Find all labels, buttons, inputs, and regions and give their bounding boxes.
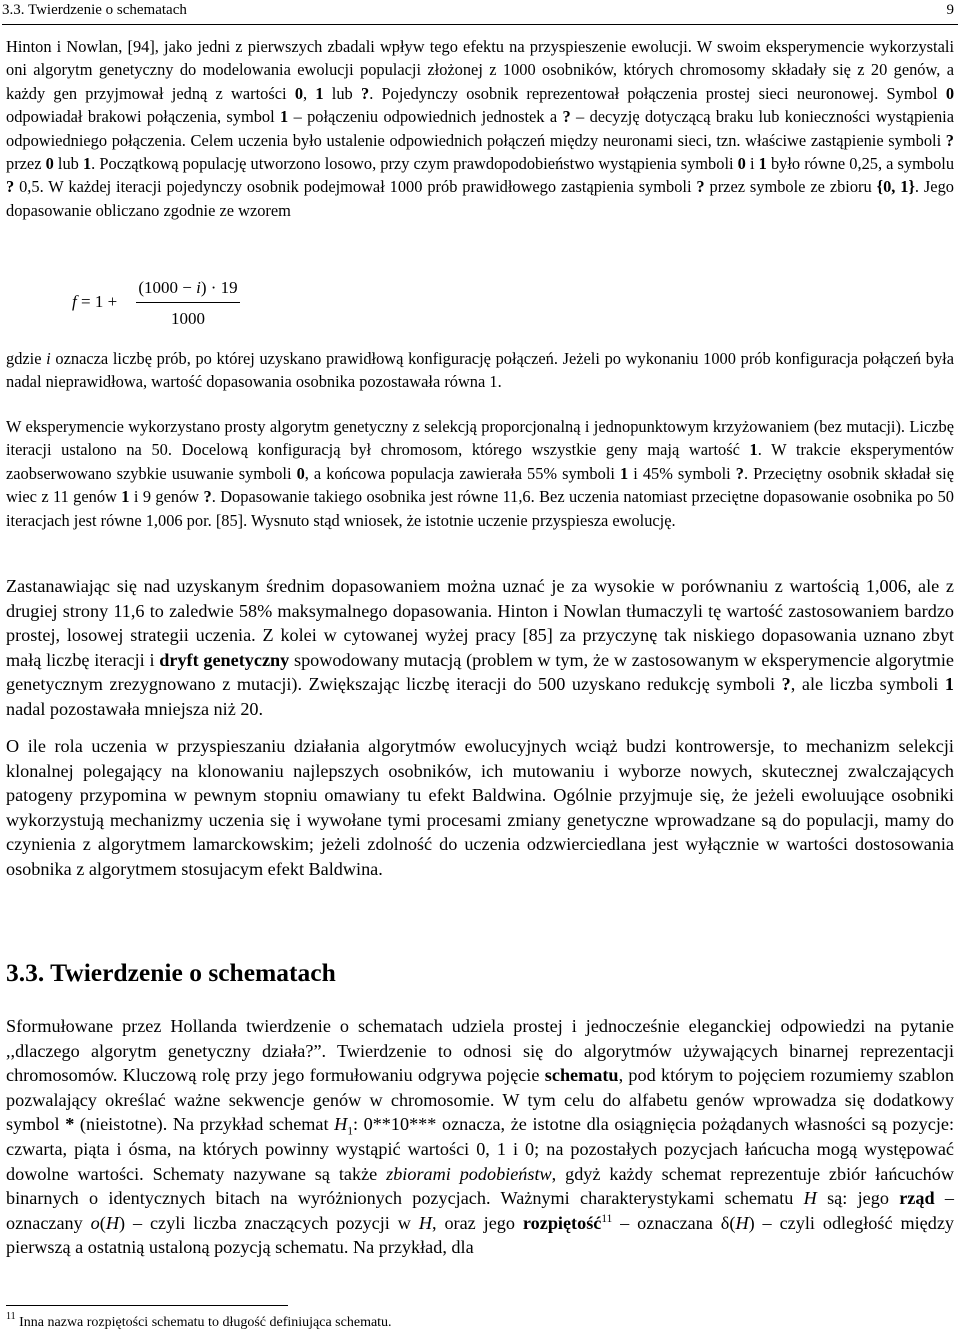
footnote-mark: 11	[6, 1311, 16, 1323]
fitness-formula	[72, 278, 272, 330]
header-section-title: 3.3. Twierdzenie o schematach	[2, 2, 187, 18]
paragraph-hinton-nowlan: Hinton i Nowlan, [94], jako jedni z pierwszych zbadali wpływ tego efektu na przyspieszenie ewolucji. W swoim eksperymencie wykorzystali oni algorytm genetyczny do modelowania ewolucji populacji złożonej z 1000 osobników, których chromosomy składały się z 20 genów, a każdy gen przyjmował jedną z wartości 0, 1 lub ?. Pojedynczy osobnik reprezentował połączenia prostej sieci neuronowej. Symbol 0 odpowiadał brakowi połączenia, symbol 1 – połączeniu odpowiednich jednostek a ? – decyzję dotyczącą braku lub konieczności wystąpienia odpowiedniego połączenia. Celem uczenia było ustalenie odpowiednich połączeń między neuronami sieci, tzn. właściwe zastąpienie symboli ? przez 0 lub 1. Początkową populację utworzono losowo, przy czym prawdopodobieństwo wystąpienia symboli 0 i 1 było równe 0,25, a symbolu ? 0,5. W każdej iteracji pojedynczy osobnik podejmował 1000 prób prawidłowego zastąpienia symboli ? przez symbole ze zbioru {0, 1}. Jego dopasowanie obliczano zgodnie ze wzorem	[6, 37, 955, 220]
paragraph-schema-theorem: Sformułowane przez Hollanda twierdzenie o schematach udziela prostej i jednocześnie eleganckiej odpowiedzi na pytanie ,,dlaczego algorytm genetyczny działa?”. Twierdzenie to odnosi się do algorytmów używających binarnej reprezentacji chromosomów. Kluczową rolę przy jego formułowaniu odgrywa pojęcie schematu, pod którym to pojęciem rozumiemy szablon pozwalający określać ważne sekwencje genów w chromosomie. W tym celu do alfabetu genów wprowadza się dodatkowy symbol * (nieistotne). Na przykład schemat $H_1$: 0**10*** oznacza, że istotne dla osiągnięcia pożądanych własności są pozycje: czwarta, piąta i ósma, na których powinny wystąpić wartości 0, 1 i 0; na pozostałych pozycjach łańcucha mogą występować dowolne wartości. Schematy nazywane są także zbiorami podobieństw, gdyż każdy schemat reprezentuje zbiór łańcuchów binarnych o identycznych bitach na wyróżnionych pozycjach. Ważnymi charakterystykami schematu H są: jego rząd – oznaczany o(H) – czyli liczba znaczących pozycji w H, oraz jego rozpiętość$^{11}$ – oznaczana δ(H) – czyli odległość między pierwszą a ostatnią ustaloną pozycją schematu. Na przykład, dla	[6, 1016, 955, 1258]
formula-fraction	[136, 278, 240, 329]
formula-denominator: 1000	[171, 309, 205, 328]
running-header	[2, 0, 954, 22]
paragraph-baldwin-effect: O ile rola uczenia w przyspieszaniu działania algorytmów ewolucyjnych wciąż budzi kontrowersje, to mechanizm selekcji klonalnej polegający na klonowaniu najlepszych osobników, ich mutowaniu i wyborze nowych, skutecznej zwalczających patogeny przypomina w pewnym stopniu omawiany tu efekt Baldwina. Ogólnie przyjmuje się, że jeżeli ewoluujące osobniki wykorzystują mechanizmy uczenia się i wywołane tymi procesami zmiany genetyczne wprowadzane są do populacji, mamy do czynienia z algorytmem lamarckowskim; jeżeli zdolność do uczenia odzwierciedlana jest wyłącznie w wartości dostosowania osobnika z algorytmem stosujacym efekt Baldwina.	[6, 736, 954, 879]
section-heading: 3.3. Twierdzenie o schematach	[6, 958, 336, 987]
footnote-text: Inna nazwa rozpiętości schematu to długość definiująca schematu.	[15, 1315, 392, 1330]
footnote	[6, 1311, 392, 1332]
footnote-reference: 11	[601, 1212, 613, 1225]
formula-lhs: f = 1 +	[72, 292, 118, 311]
paragraph-experiment: W eksperymencie wykorzystano prosty algorytm genetyczny z selekcją proporcjonalną i jednopunktowym krzyżowaniem (bez mutacji). Liczbę iteracji ustalono na 50. Docelową konfiguracją był chromosom, którego wszystkie geny mają wartość 1. W trakcie eksperymentów zaobserwowano szybkie usuwanie symboli 0, a końcowa populacja zawierała 55% symboli 1 i 45% symboli ?. Przeciętny osobnik składał się wiec z 11 genów 1 i 9 genów ?. Dopasowanie takiego osobnika jest równe 11,6. Bez uczenia natomiast przeciętne dopasowanie osobnika po 50 iteracjach jest równe 1,006 por. [85]. Wysnuto stąd wniosek, że istotnie uczenie przyspiesza ewolucję.	[6, 417, 954, 530]
formula-numerator: (1000 − i) · 19	[138, 278, 238, 297]
paragraph-where-i: gdzie i oznacza liczbę prób, po której uzyskano prawidłową konfigurację połączeń. Jeżeli po wykonaniu 1000 prób konfiguracja połączeń była nadal nieprawidłowa, wartość dopasowania osobnika pozostawała równa 1.	[6, 349, 954, 392]
fraction-bar	[136, 302, 240, 303]
paragraph-average-fitness: Zastanawiając się nad uzyskanym średnim dopasowaniem można uznać je za wysokie w porównaniu z wartością 1,006, ale z drugiej strony 11,6 to zaledwie 58% maksymalnego dopasowania. Hinton i Nowlan tłumaczyli tę wartość zastosowaniem bardzo prostej, losowej strategii uczenia. Z kolei w cytowanej wyżej pracy [85] za przyczynę tak niskiego dopasowania uznano zbyt małą liczbę iteracji i dryft genetyczny spowodowany mutacją (problem w tym, że w zastosowanym w eksperymencie algorytmie genetycznym zrezygnowano z mutacji). Zwiększając liczbę iteracji do 500 uzyskano redukcję symboli ?, ale liczba symboli 1 nadal pozostawała mniejsza niż 20.	[6, 576, 954, 719]
page-number: 9	[946, 2, 954, 18]
header-rule	[2, 24, 958, 25]
footnote-rule	[6, 1305, 288, 1306]
